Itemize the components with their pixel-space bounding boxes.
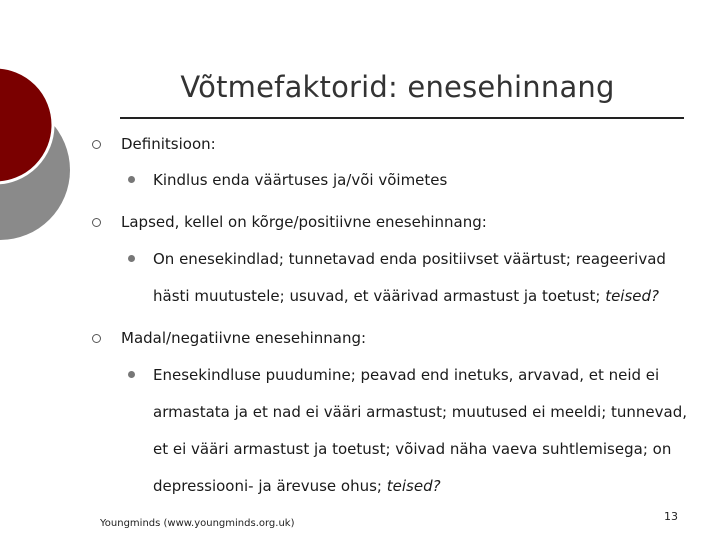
decorative-circles (0, 0, 80, 290)
dot-bullet-icon (128, 255, 135, 262)
ring-bullet-icon (92, 218, 101, 227)
section-heading-high-esteem: Lapsed, kellel on kõrge/positiivne enesehinnang: (121, 213, 487, 231)
title-divider (120, 117, 684, 119)
ring-bullet-icon (92, 140, 101, 149)
definition-text: Kindlus enda väärtuses ja/või võimetes (153, 171, 448, 189)
high-esteem-line-2 (153, 286, 693, 306)
low-esteem-line-1: Enesekindluse puudumine; peavad end inetuks, arvavad, et neid ei (153, 366, 660, 384)
slide-title: Võtmefaktorid: enesehinnang (180, 70, 615, 104)
section-heading-definition: Definitsioon: (121, 135, 216, 153)
dot-bullet-icon (128, 371, 135, 378)
low-esteem-line-2: armastata ja et nad ei vääri armastust; muutused ei meeldi; tunnevad, (153, 403, 688, 421)
page-number: 13 (664, 510, 678, 523)
high-esteem-italic-tail: teised? (605, 287, 659, 305)
low-esteem-line-3: et ei vääri armastust ja toetust; võivad näha vaeva suhtlemisega; on (153, 440, 672, 458)
high-esteem-line-2-text: hästi muutustele; usuvad, et väärivad armastust ja toetust; (153, 287, 601, 305)
low-esteem-line-4 (153, 476, 693, 496)
section-heading-low-esteem: Madal/negatiivne enesehinnang: (121, 329, 367, 347)
dot-bullet-icon (128, 176, 135, 183)
source-footnote: Youngminds (www.youngminds.org.uk) (100, 518, 295, 529)
ring-bullet-icon (92, 334, 101, 343)
low-esteem-italic-tail: teised? (386, 477, 441, 495)
low-esteem-line-4-text: depressiooni- ja ärevuse ohus; (153, 477, 382, 495)
high-esteem-line-1: On enesekindlad; tunnetavad enda positiivset väärtust; reageerivad (153, 250, 666, 268)
